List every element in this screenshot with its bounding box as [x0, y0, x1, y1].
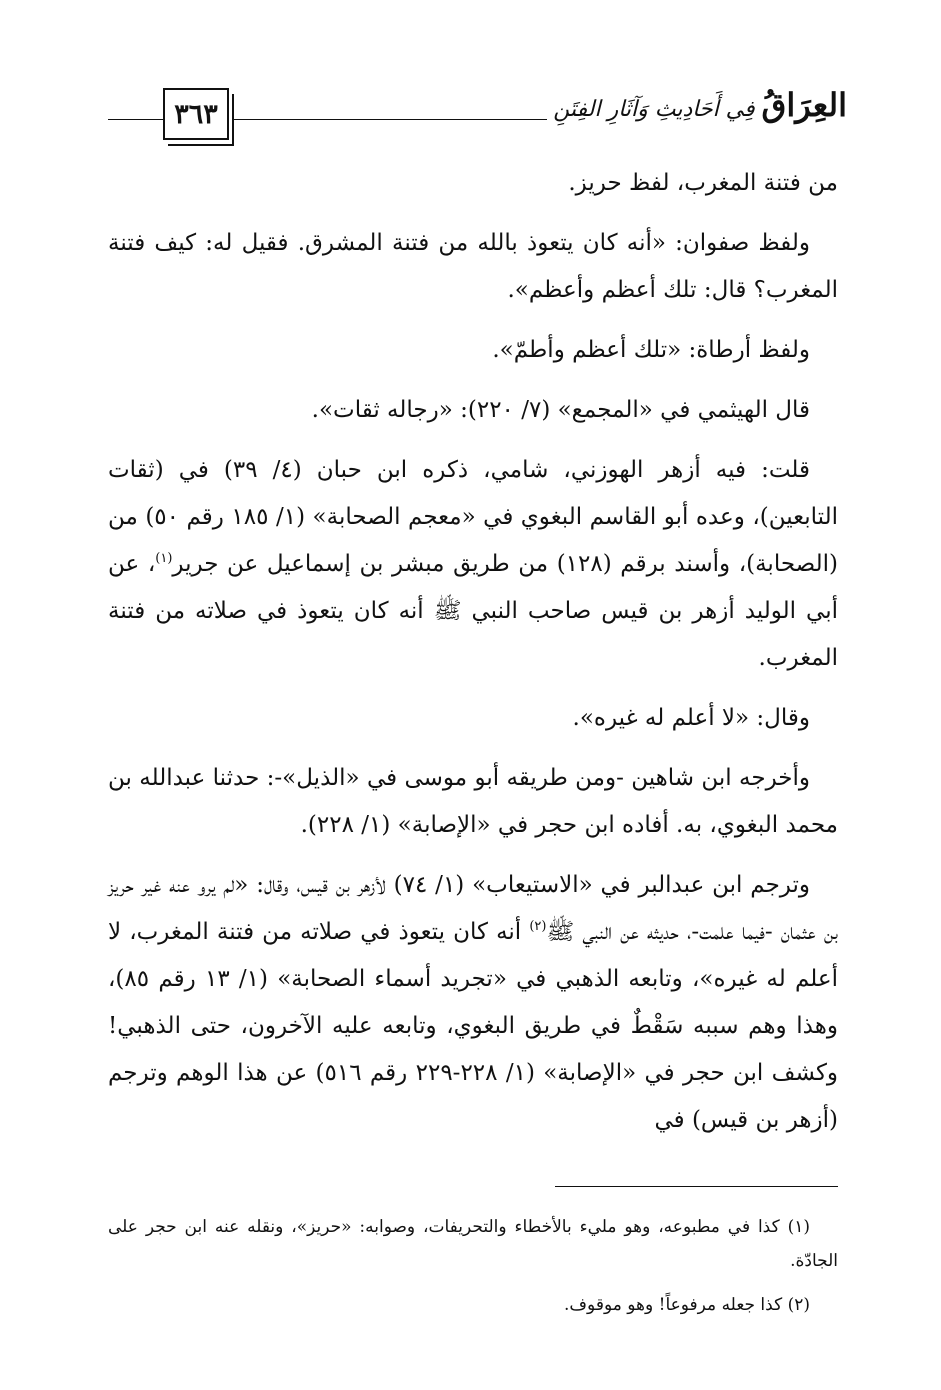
book-title-main: العِرَاقُ [761, 86, 847, 124]
footnote: (١) كذا في مطبوعه، وهو مليء بالأخطاء والتحريفات، وصوابه: «حريز»، ونقله عنه ابن حجر على الجادّة. [108, 1217, 838, 1271]
paragraph: وأخرجه ابن شاهين -ومن طريقه أبو موسى في «الذيل»-: حدثنا عبدالله بن محمد البغوي، به. أفاده ابن حجر في «الإصابة» (١/ ٢٢٨). [108, 765, 838, 838]
paragraph: ولفظ أرطاة: «تلك أعظم وأطمّ». [492, 337, 810, 363]
paragraph-text: ، عن أبي الوليد أزهر بن قيس صاحب النبي ﷺ أنه كان يتعوذ في صلاته من فتنة المغرب. [108, 551, 838, 671]
paragraph [108, 447, 838, 682]
running-header [547, 86, 847, 124]
main-text [108, 160, 838, 1157]
footnotes [108, 1210, 838, 1332]
book-title-rest: فِي أَحَادِيثِ وَآثَارِ الفِتَنِ [553, 97, 755, 122]
paragraph-text: وترجم ابن عبدالبر في «الاستيعاب» (١/ ٧٤) لأزهر بن قيس، وقال: «لم يرو عنه غير حريز بن عثمان -فيما علمت-، حديثه عن النبي ﷺ [108, 872, 838, 945]
footnote: (٢) كذا جعله مرفوعاً! وهو موقوف. [564, 1295, 810, 1315]
page-number: ٣٦٣ [174, 98, 218, 130]
page-number-box [163, 88, 229, 140]
paragraph-text: قلت: فيه أزهر الهوزني، شامي، ذكره ابن حبان (٤/ ٣٩) في (ثقات التابعين)، وعده أبو القاسم البغوي في «معجم الصحابة» (١/ ١٨٥ رقم ٥٠) من (الصحابة)، وأسند برقم (١٢٨) من طريق مبشر بن إسماعيل عن جرير [108, 457, 839, 577]
paragraph [108, 862, 838, 1144]
footnote-marker[interactable]: (١) [155, 551, 173, 566]
footnote-separator [555, 1186, 838, 1187]
paragraph: ولفظ صفوان: «أنه كان يتعوذ بالله من فتنة المشرق. فقيل له: كيف فتنة المغرب؟ قال: تلك أعظم وأعظم». [108, 230, 838, 303]
paragraph-text: أنه كان يتعوذ في صلاته من فتنة المغرب، لا أعلم له غيره»، وتابعه الذهبي في «تجريد أسماء الصحابة» (١/ ١٣ رقم ٨٥)، وهذا وهم سببه سَقْطٌ في طريق البغوي، وتابعه عليه الآخرون، حتى الذهبي! وكشف ابن حجر في «الإصابة» (١/ ٢٢٨-٢٢٩ رقم ٥١٦) عن هذا الوهم وترجم (أزهر بن قيس) في [108, 919, 839, 1133]
paragraph: قال الهيثمي في «المجمع» (٧/ ٢٢٠): «رجاله ثقات». [311, 397, 810, 423]
header-rule-left [108, 119, 165, 120]
paragraph: من فتنة المغرب، لفظ حريز. [568, 170, 838, 196]
paragraph: وقال: «لا أعلم له غيره». [572, 705, 810, 731]
footnote-marker[interactable]: (٢) [529, 919, 547, 934]
